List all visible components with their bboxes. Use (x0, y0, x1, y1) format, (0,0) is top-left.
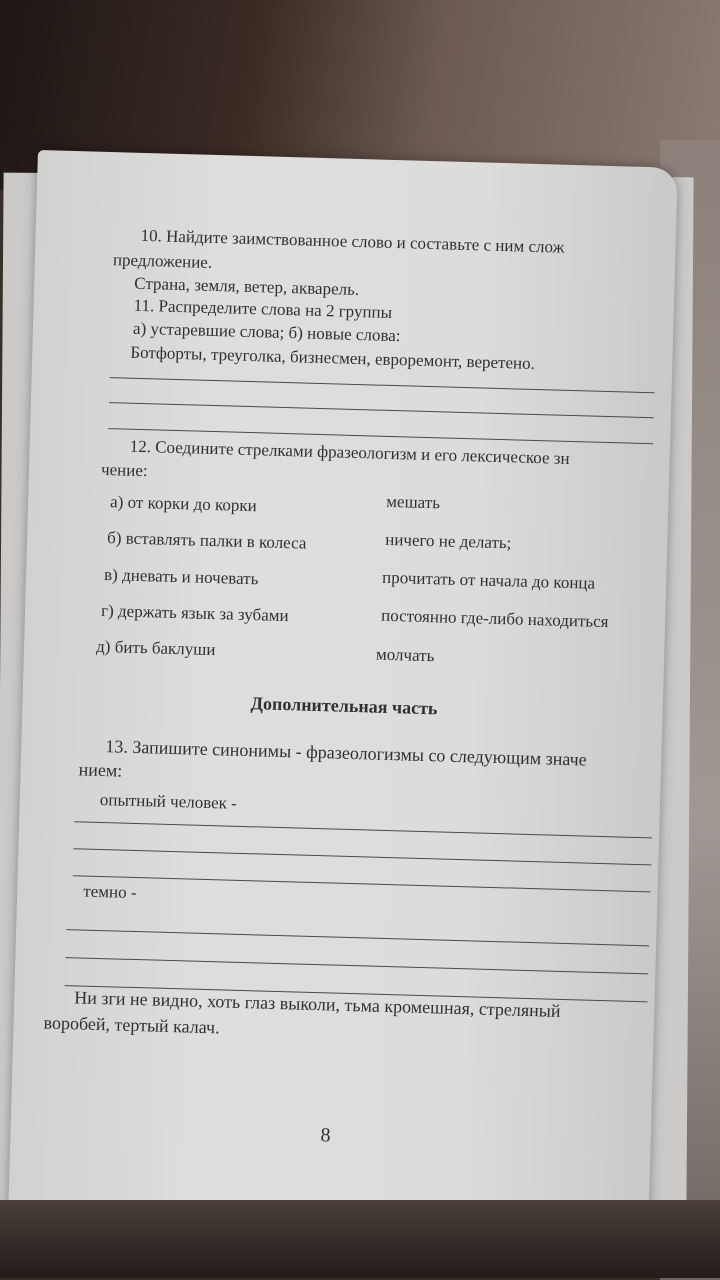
idiom-item: в) дневать и ночевать (103, 565, 259, 589)
task10-title-cont: предложение. (112, 250, 213, 272)
task11-groups: а) устаревшие слова; б) новые слова: (132, 318, 401, 346)
task10-title: 10. Найдите заимствованное слово и составьте с ним слож (140, 225, 565, 257)
idiom-item: д) бить баклуши (95, 636, 216, 660)
workbook-page (8, 150, 678, 1242)
task11-title: 11. Распределите слова на 2 группы (133, 295, 393, 322)
task13-answer-line1: Ни зги не видно, хоть глаз выколи, тьма кромешная, стреляный (74, 987, 561, 1021)
meaning-item: мешать (386, 491, 441, 513)
idiom-item: б) вставлять палки в колеса (106, 528, 307, 553)
meaning-item: молчать (375, 644, 435, 666)
task13-title-cont: нием: (78, 759, 123, 781)
background-bottom (0, 1200, 720, 1278)
meaning-item: ничего не делать; (384, 529, 512, 553)
task11-words: Ботфорты, треуголка, бизнесмен, евроремонт, веретено. (130, 342, 536, 373)
task12-title-cont: чение: (100, 459, 148, 481)
answer-line (65, 957, 648, 974)
answer-line (74, 821, 652, 838)
answer-line (73, 875, 651, 892)
task10-words: Страна, земля, ветер, акварель. (134, 273, 360, 300)
task13-item: опытный человек - (99, 789, 238, 813)
answer-line (73, 848, 651, 865)
task13-title: 13. Запишите синонимы - фразеологизмы со следующим значе (105, 736, 587, 770)
task13-item: темно - (83, 881, 137, 903)
idiom-item: г) держать язык за зубами (100, 600, 289, 626)
answer-line (110, 377, 655, 393)
answer-line (66, 929, 649, 946)
answer-line (109, 402, 654, 418)
meaning-item: прочитать от начала до конца (381, 567, 596, 593)
task13-answer-line2: воробей, тертый калач. (43, 1012, 220, 1038)
idiom-item: а) от корки до корки (109, 492, 257, 516)
page-number: 8 (320, 1124, 331, 1147)
task12-title: 12. Соедините стрелками фразеологизм и его лексическое зн (129, 436, 570, 468)
meaning-item: постоянно где-либо находиться (380, 605, 609, 632)
section-heading: Дополнительная часть (250, 693, 438, 719)
